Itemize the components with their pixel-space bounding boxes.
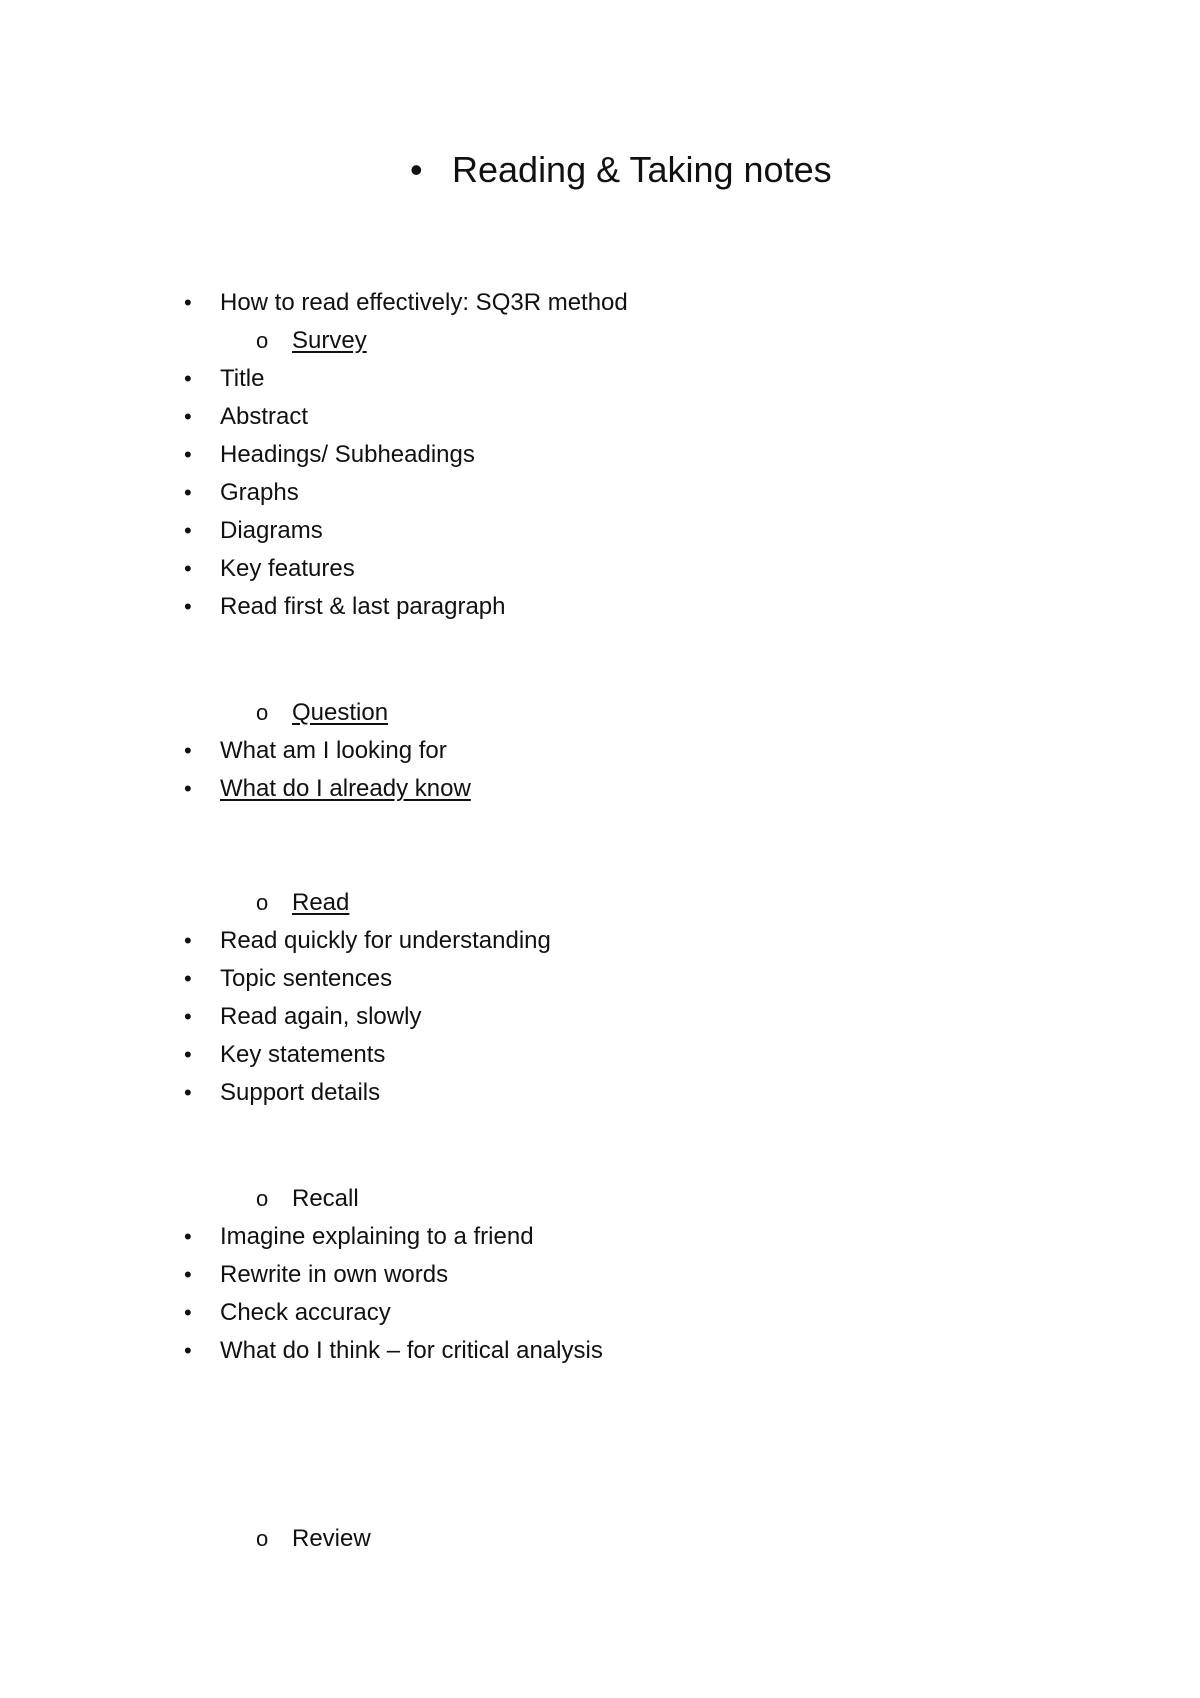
list-item	[184, 736, 447, 766]
list-item-text: What do I already know	[220, 775, 471, 802]
section-heading-recall: Recall	[292, 1185, 359, 1212]
circle-bullet-icon: o	[256, 1526, 269, 1551]
bullet-icon: •	[184, 738, 192, 763]
document-title	[410, 148, 832, 192]
bullet-icon: •	[184, 966, 192, 991]
list-item	[184, 1222, 534, 1252]
list-item	[184, 364, 264, 394]
list-item-text: Key features	[220, 555, 355, 582]
list-item-text: Support details	[220, 1079, 381, 1106]
section-heading-survey: Survey	[292, 327, 367, 354]
list-item	[184, 516, 323, 546]
circle-bullet-icon: o	[256, 700, 269, 725]
bullet-icon: •	[184, 1004, 192, 1029]
bullet-icon: •	[184, 518, 192, 543]
list-item	[184, 440, 475, 470]
bullet-icon: •	[184, 442, 192, 467]
list-item-text: Headings/ Subheadings	[220, 441, 475, 468]
bullet-icon: •	[184, 776, 192, 801]
list-item-text: Key statements	[220, 1041, 386, 1068]
bullet-icon: •	[184, 594, 192, 619]
bullet-icon: •	[184, 290, 192, 315]
circle-bullet-icon: o	[256, 1186, 269, 1211]
bullet-icon: •	[184, 366, 192, 391]
sublist-item	[256, 888, 349, 918]
list-item-text: Diagrams	[220, 517, 323, 544]
list-item	[184, 1078, 380, 1108]
list-item-text: Rewrite in own words	[220, 1261, 449, 1288]
list-item	[184, 926, 551, 956]
list-item	[184, 1336, 603, 1366]
list-item-text: Check accuracy	[220, 1299, 391, 1326]
list-item	[184, 1002, 421, 1032]
list-item-text: How to read effectively: SQ3R method	[220, 289, 628, 316]
sublist-item	[256, 326, 367, 356]
title-bullet-icon: •	[410, 149, 423, 190]
list-item-text: Imagine explaining to a friend	[220, 1223, 534, 1250]
bullet-icon: •	[184, 1262, 192, 1287]
list-item	[184, 1260, 448, 1290]
list-item-text: Topic sentences	[220, 965, 393, 992]
list-item	[184, 964, 392, 994]
list-item-text: Graphs	[220, 479, 299, 506]
title-text: Reading & Taking notes	[452, 149, 832, 190]
bullet-icon: •	[184, 404, 192, 429]
list-item-text: Read again, slowly	[220, 1003, 422, 1030]
list-item-text: Read first & last paragraph	[220, 593, 506, 620]
list-item	[184, 402, 308, 432]
list-item	[184, 478, 299, 508]
list-item-text: Title	[220, 365, 265, 392]
bullet-icon: •	[184, 1224, 192, 1249]
bullet-icon: •	[184, 1300, 192, 1325]
circle-bullet-icon: o	[256, 328, 269, 353]
bullet-icon: •	[184, 928, 192, 953]
list-item-text: What do I think – for critical analysis	[220, 1337, 603, 1364]
list-item	[184, 554, 355, 584]
bullet-icon: •	[184, 556, 192, 581]
list-item	[184, 1298, 391, 1328]
list-item	[184, 592, 505, 622]
section-heading-read: Read	[292, 889, 350, 916]
list-item	[184, 288, 628, 318]
sublist-item	[256, 698, 388, 728]
sublist-item	[256, 1184, 359, 1214]
list-item	[184, 1040, 385, 1070]
list-item-text: What am I looking for	[220, 737, 447, 764]
list-item-text: Abstract	[220, 403, 309, 430]
list-item-text: Read quickly for understanding	[220, 927, 551, 954]
section-heading-review: Review	[292, 1525, 371, 1552]
bullet-icon: •	[184, 1042, 192, 1067]
bullet-icon: •	[184, 480, 192, 505]
sublist-item	[256, 1524, 371, 1554]
bullet-icon: •	[184, 1338, 192, 1363]
bullet-icon: •	[184, 1080, 192, 1105]
list-item	[184, 774, 471, 804]
section-heading-question: Question	[292, 699, 389, 726]
circle-bullet-icon: o	[256, 890, 269, 915]
